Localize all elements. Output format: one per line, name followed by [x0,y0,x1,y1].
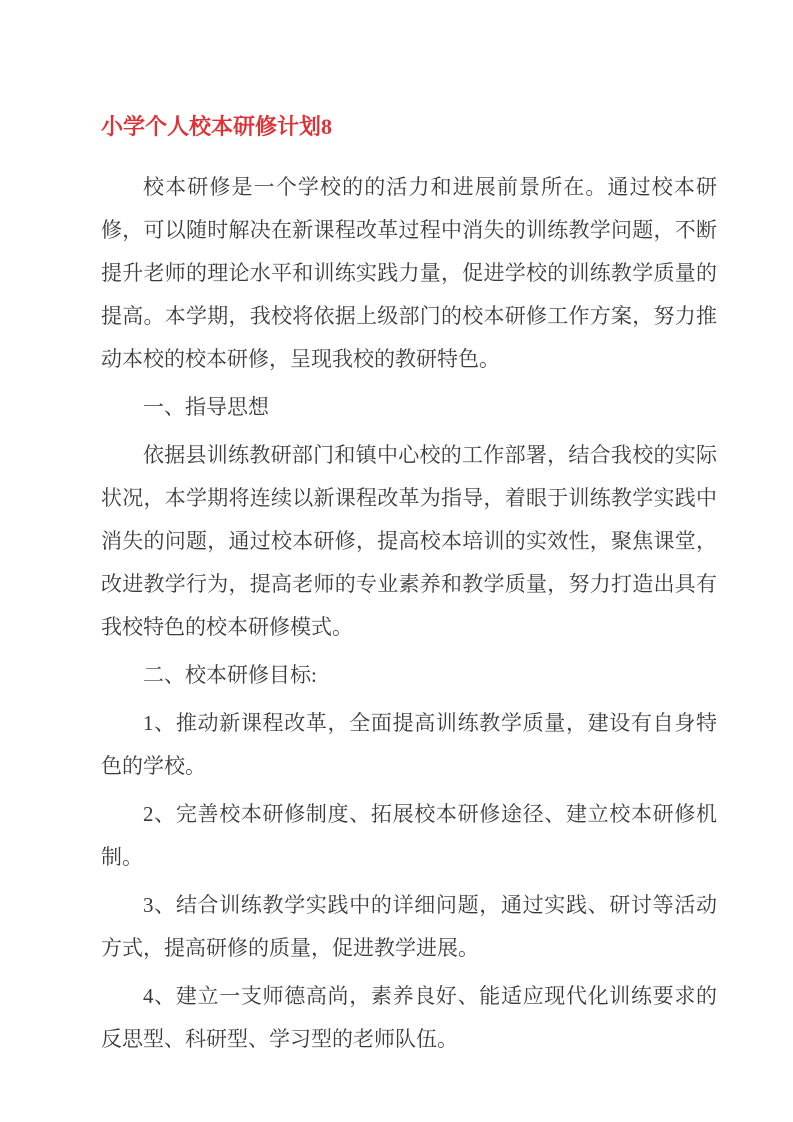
goal-item-1: 1、推动新课程改革，全面提高训练教学质量，建设有自身特色的学校。 [101,711,717,778]
document-title: 小学个人校本研修计划8 [101,114,333,139]
goal-item-3: 3、结合训练教学实践中的详细问题，通过实践、研讨等活动方式，提高研修的质量，促进教学进展。 [101,893,717,960]
paragraph-intro: 校本研修是一个学校的的活力和进展前景所在。通过校本研修，可以随时解决在新课程改革过程中消失的训练教学问题，不断提升老师的理论水平和训练实践力量，促进学校的训练教学质量的提高。本学期，我校将依据上级部门的校本研修工作方案，努力推动本校的校本研修，呈现我校的教研特色。 [101,175,717,371]
goal-item-2: 2、完善校本研修制度、拓展校本研修途径、建立校本研修机制。 [101,802,717,869]
paragraph-guiding-ideology: 依据县训练教研部门和镇中心校的工作部署，结合我校的实际状况，本学期将连续以新课程改革为指导，着眼于训练教学实践中消失的问题，通过校本研修，提高校本培训的实效性，聚焦课堂，改进教学行为，提高老师的专业素养和教学质量，努力打造出具有我校特色的校本研修模式。 [101,443,717,639]
section-heading-guiding-ideology: 一、指导思想 [143,395,269,419]
section-heading-research-goals: 二、校本研修目标: [143,663,317,687]
goal-item-4: 4、建立一支师德高尚，素养良好、能适应现代化训练要求的反思型、科研型、学习型的老师队伍。 [101,984,717,1051]
